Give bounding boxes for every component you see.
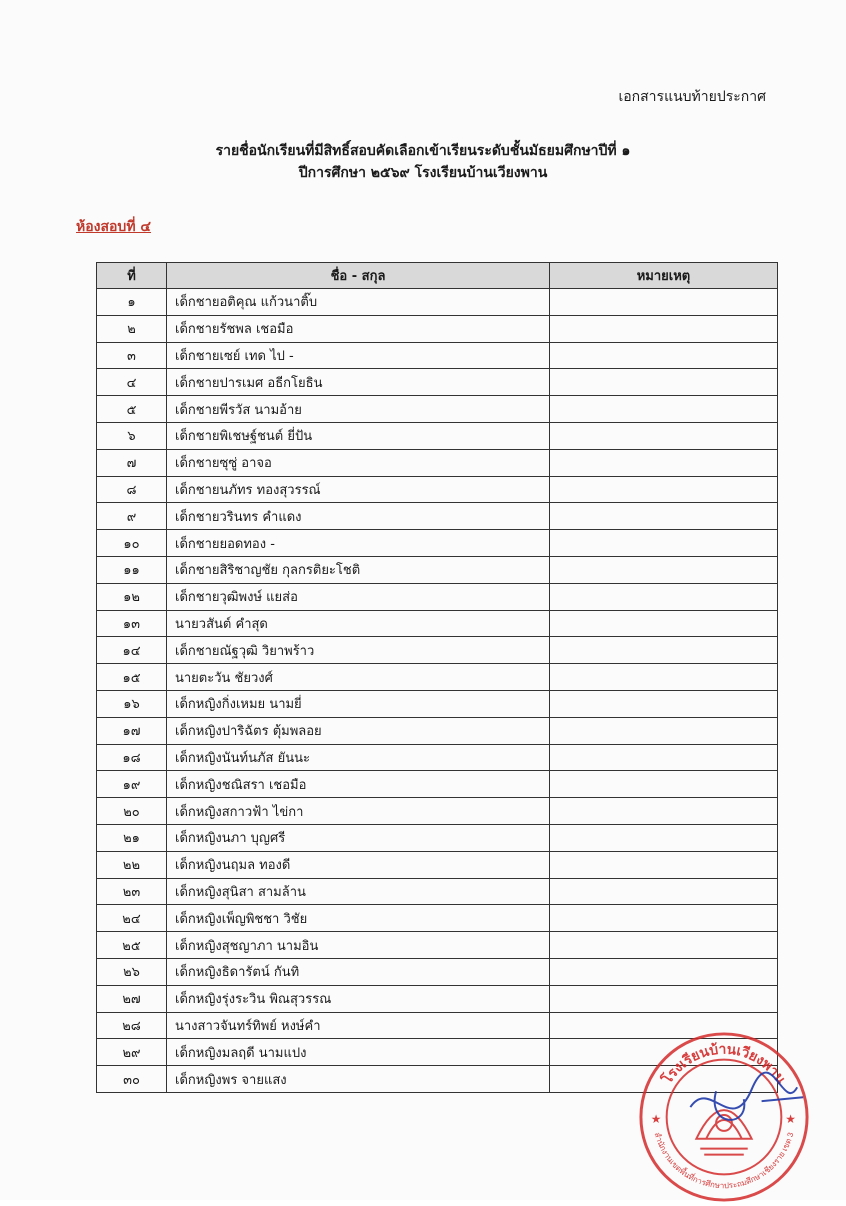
student-name: นายวสันต์ คำสุด bbox=[175, 616, 268, 632]
row-number: ๑๑ bbox=[97, 556, 167, 583]
student-name-cell bbox=[167, 690, 550, 717]
remark-cell bbox=[550, 315, 778, 342]
student-name-cell bbox=[167, 798, 550, 825]
student-name: เด็กชายรัชพล เชอมือ bbox=[175, 322, 294, 338]
student-name: เด็กชายปารเมศ อธีกโยธิน bbox=[175, 375, 323, 391]
row-number: ๔ bbox=[97, 369, 167, 396]
student-name: เด็กชายพิเชษฐ์ชนต์ ยี่ปัน bbox=[175, 429, 313, 445]
row-number: ๒๓ bbox=[97, 878, 167, 905]
remark-cell bbox=[550, 958, 778, 985]
row-number: ๑ bbox=[97, 289, 167, 316]
student-name: เด็กหญิงพร จายแสง bbox=[175, 1072, 287, 1088]
remark-cell bbox=[550, 583, 778, 610]
remark-cell bbox=[550, 289, 778, 316]
student-name: เด็กชายวรินทร คำแดง bbox=[175, 509, 302, 525]
row-number: ๒๙ bbox=[97, 1039, 167, 1066]
row-number: ๑๕ bbox=[97, 664, 167, 691]
remark-cell bbox=[550, 690, 778, 717]
student-name-cell bbox=[167, 289, 550, 316]
student-name-cell bbox=[167, 503, 550, 530]
remark-cell bbox=[550, 503, 778, 530]
table-row bbox=[97, 664, 778, 691]
table-row bbox=[97, 958, 778, 985]
svg-text:★: ★ bbox=[650, 1111, 662, 1126]
school-seal-stamp bbox=[635, 1028, 813, 1206]
student-name: เด็กหญิงมลฤดี นามแปง bbox=[175, 1045, 307, 1061]
student-name-cell bbox=[167, 610, 550, 637]
student-name-cell bbox=[167, 396, 550, 423]
remark-cell bbox=[550, 342, 778, 369]
remark-cell bbox=[550, 771, 778, 798]
table-row bbox=[97, 289, 778, 316]
student-name: เด็กหญิงกิ่งเหมย นามยี่ bbox=[175, 697, 302, 713]
column-header-name: ชื่อ - สกุล bbox=[167, 263, 550, 289]
remark-cell bbox=[550, 637, 778, 664]
student-name-cell bbox=[167, 1039, 550, 1066]
student-roster-table bbox=[96, 262, 778, 1093]
row-number: ๑๘ bbox=[97, 744, 167, 771]
row-number: ๕ bbox=[97, 396, 167, 423]
student-name: เด็กชายอติคุณ แก้วนาติ๊บ bbox=[175, 295, 318, 311]
table-row bbox=[97, 342, 778, 369]
seal-text-top: โรงเรียนบ้านเวียงพาน bbox=[658, 1040, 790, 1087]
row-number: ๙ bbox=[97, 503, 167, 530]
remark-cell bbox=[550, 476, 778, 503]
remark-cell bbox=[550, 905, 778, 932]
row-number: ๑๖ bbox=[97, 690, 167, 717]
remark-cell bbox=[550, 932, 778, 959]
student-name-cell bbox=[167, 717, 550, 744]
student-name: เด็กหญิงนภา บุญศรี bbox=[175, 831, 286, 847]
remark-cell bbox=[550, 396, 778, 423]
svg-text:★: ★ bbox=[785, 1111, 796, 1126]
student-name: เด็กชายยอดทอง - bbox=[175, 536, 275, 552]
table-row bbox=[97, 985, 778, 1012]
table-row bbox=[97, 690, 778, 717]
student-name-cell bbox=[167, 342, 550, 369]
table-row bbox=[97, 556, 778, 583]
row-number: ๒๗ bbox=[97, 985, 167, 1012]
student-name: เด็กชายวุฒิพงษ์ แยส่อ bbox=[175, 590, 298, 606]
student-name: เด็กชายเซย์ เทด ไป - bbox=[175, 348, 294, 364]
student-name-cell bbox=[167, 932, 550, 959]
appendix-note: เอกสารแนบท้ายประกาศ bbox=[618, 89, 766, 105]
row-number: ๘ bbox=[97, 476, 167, 503]
remark-cell bbox=[550, 530, 778, 557]
student-name: เด็กหญิงนันท์นภัส ยันนะ bbox=[175, 750, 310, 766]
table-row bbox=[97, 476, 778, 503]
row-number: ๒๖ bbox=[97, 958, 167, 985]
student-name: เด็กหญิงปาริฉัตร ตุ้มพลอย bbox=[175, 724, 322, 740]
row-number: ๑๙ bbox=[97, 771, 167, 798]
student-name: นางสาวจันทร์ทิพย์ หงษ์คำ bbox=[175, 1018, 321, 1034]
table-row bbox=[97, 610, 778, 637]
student-name-cell bbox=[167, 530, 550, 557]
student-name: เด็กหญิงสุชญาภา นามอิน bbox=[175, 938, 319, 954]
student-name: เด็กหญิงเพ็ญพิชชา วิชัย bbox=[175, 911, 308, 927]
table-row bbox=[97, 369, 778, 396]
exam-room-label: ห้องสอบที่ ๔ bbox=[76, 219, 152, 235]
row-number: ๑๒ bbox=[97, 583, 167, 610]
table-row bbox=[97, 530, 778, 557]
remark-cell bbox=[550, 664, 778, 691]
student-name-cell bbox=[167, 1066, 550, 1093]
remark-cell bbox=[550, 717, 778, 744]
row-number: ๑๔ bbox=[97, 637, 167, 664]
student-name: เด็กหญิงธิดารัตน์ กันทิ bbox=[175, 965, 300, 981]
row-number: ๓๐ bbox=[97, 1066, 167, 1093]
remark-cell bbox=[550, 556, 778, 583]
svg-text:สำนักงานเขตพื้นที่การศึกษาประถ bbox=[653, 1131, 796, 1190]
student-name-cell bbox=[167, 771, 550, 798]
column-header-no: ที่ bbox=[97, 263, 167, 289]
row-number: ๒๔ bbox=[97, 905, 167, 932]
student-name-cell bbox=[167, 851, 550, 878]
student-name-cell bbox=[167, 315, 550, 342]
seal-text-bottom: สำนักงานเขตพื้นที่การศึกษาประถมศึกษาเชียงราย เขต 3 bbox=[652, 1131, 796, 1191]
table-row bbox=[97, 315, 778, 342]
remark-cell bbox=[550, 878, 778, 905]
remark-cell bbox=[550, 422, 778, 449]
student-name-cell bbox=[167, 878, 550, 905]
student-name-cell bbox=[167, 556, 550, 583]
student-name: เด็กหญิงสกาวฟ้า ไข่กา bbox=[175, 804, 304, 820]
emblem-icon bbox=[696, 1110, 751, 1155]
row-number: ๒๘ bbox=[97, 1012, 167, 1039]
student-name-cell bbox=[167, 985, 550, 1012]
table-row bbox=[97, 798, 778, 825]
row-number: ๖ bbox=[97, 422, 167, 449]
table-header-row bbox=[97, 263, 778, 289]
student-name-cell bbox=[167, 476, 550, 503]
student-name-cell bbox=[167, 664, 550, 691]
table-row bbox=[97, 824, 778, 851]
student-name: เด็กชายซุซู่ อาจอ bbox=[175, 456, 272, 472]
column-header-remark: หมายเหตุ bbox=[550, 263, 778, 289]
remark-cell bbox=[550, 369, 778, 396]
remark-cell bbox=[550, 851, 778, 878]
table-row bbox=[97, 583, 778, 610]
table-row bbox=[97, 932, 778, 959]
row-number: ๓ bbox=[97, 342, 167, 369]
table-row bbox=[97, 637, 778, 664]
table-row bbox=[97, 878, 778, 905]
student-name-cell bbox=[167, 958, 550, 985]
student-name-cell bbox=[167, 824, 550, 851]
row-number: ๒๕ bbox=[97, 932, 167, 959]
row-number: ๑๐ bbox=[97, 530, 167, 557]
student-name-cell bbox=[167, 905, 550, 932]
table-row bbox=[97, 503, 778, 530]
remark-cell bbox=[550, 985, 778, 1012]
table-row bbox=[97, 449, 778, 476]
student-name-cell bbox=[167, 449, 550, 476]
student-name: เด็กชายณัฐวุฒิ วิยาพร้าว bbox=[175, 643, 315, 659]
remark-cell bbox=[550, 798, 778, 825]
table-row bbox=[97, 744, 778, 771]
remark-cell bbox=[550, 744, 778, 771]
row-number: ๗ bbox=[97, 449, 167, 476]
row-number: ๑๓ bbox=[97, 610, 167, 637]
student-name-cell bbox=[167, 744, 550, 771]
table-row bbox=[97, 851, 778, 878]
remark-cell bbox=[550, 610, 778, 637]
table-body bbox=[97, 289, 778, 1093]
row-number: ๒ bbox=[97, 315, 167, 342]
student-name: นายตะวัน ชัยวงศ์ bbox=[175, 670, 273, 686]
remark-cell bbox=[550, 449, 778, 476]
student-name: เด็กหญิงรุ่งระวิน พิณสุวรรณ bbox=[175, 992, 332, 1008]
document-subtitle: ปีการศึกษา ๒๕๖๙ โรงเรียนบ้านเวียงพาน bbox=[298, 165, 548, 181]
document-title: รายชื่อนักเรียนที่มีสิทธิ์สอบคัดเลือกเข้าเรียนระดับชั้นมัธยมศึกษาปีที่ ๑ bbox=[215, 143, 631, 159]
table-row bbox=[97, 905, 778, 932]
table-row bbox=[97, 422, 778, 449]
student-name: เด็กหญิงสุนิสา สามล้าน bbox=[175, 884, 306, 900]
remark-cell bbox=[550, 824, 778, 851]
student-name: เด็กหญิงชณิสรา เชอมือ bbox=[175, 777, 307, 793]
row-number: ๒๑ bbox=[97, 824, 167, 851]
student-name-cell bbox=[167, 369, 550, 396]
table-row bbox=[97, 771, 778, 798]
student-name: เด็กหญิงนฤมล ทองดี bbox=[175, 858, 291, 874]
student-name-cell bbox=[167, 637, 550, 664]
student-name: เด็กชายพีรวัส นามอ้าย bbox=[175, 402, 302, 418]
student-name: เด็กชายนภัทร ทองสุวรรณ์ bbox=[175, 482, 321, 498]
student-name: เด็กชายสิริชาญชัย กุลกรติยะโชติ bbox=[175, 563, 361, 579]
row-number: ๑๗ bbox=[97, 717, 167, 744]
row-number: ๒๐ bbox=[97, 798, 167, 825]
student-name-cell bbox=[167, 422, 550, 449]
table-row bbox=[97, 717, 778, 744]
student-name-cell bbox=[167, 1012, 550, 1039]
student-name-cell bbox=[167, 583, 550, 610]
row-number: ๒๒ bbox=[97, 851, 167, 878]
table-row bbox=[97, 396, 778, 423]
